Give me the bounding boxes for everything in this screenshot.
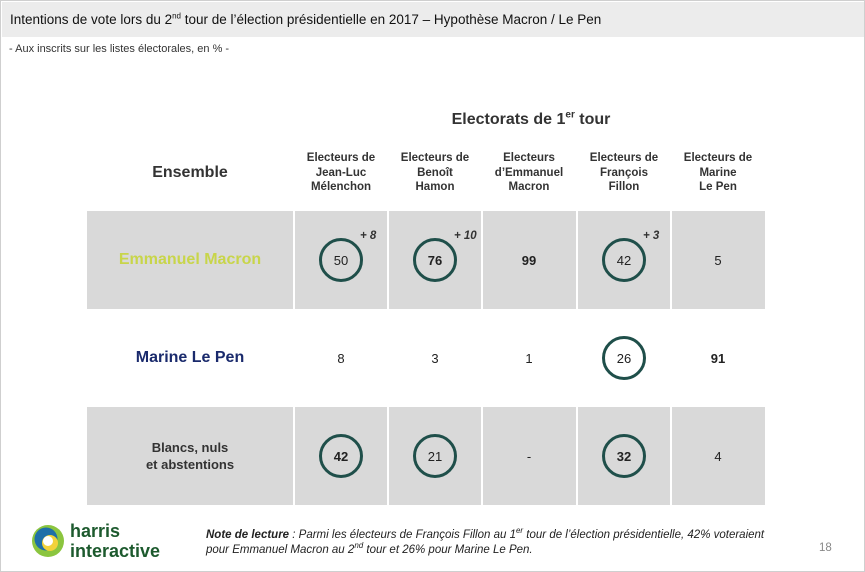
column-header-melenchon: Electeurs de Jean-Luc Mélenchon bbox=[306, 152, 376, 193]
cell-blancs-macron bbox=[482, 436, 576, 476]
reading-note: Note de lecture : Parmi les électeurs de François Fillon au 1er tour de l’élection présidentielle, 42% voteraient pour Emmanuel Macron au 2nd tour et 26% pour Marine Le Pen. bbox=[206, 526, 765, 556]
cell-value: 99 bbox=[521, 252, 537, 268]
row-header-title: Ensemble bbox=[152, 164, 228, 181]
cell-value: 91 bbox=[710, 350, 726, 366]
cell-value: 50 bbox=[333, 252, 349, 268]
cell-value: 76 bbox=[427, 252, 443, 268]
cell-value: 42 bbox=[333, 448, 349, 464]
delta-label: + 3 bbox=[643, 230, 660, 242]
cell-value: 26 bbox=[616, 350, 632, 366]
cell-blancs-hamon bbox=[388, 436, 482, 476]
cell-value: 5 bbox=[714, 252, 722, 268]
cell-value: 21 bbox=[427, 448, 443, 464]
column-header-lepen: Electeurs de Marine Le Pen bbox=[683, 152, 753, 193]
column-header-macron: Electeurs d’Emmanuel Macron bbox=[494, 152, 564, 193]
section-header: Electorats de 1er tour bbox=[451, 109, 611, 128]
title-bar bbox=[2, 2, 864, 37]
subtitle: - Aux inscrits sur les listes électorales, en % - bbox=[9, 43, 230, 55]
highlight-circle bbox=[602, 238, 646, 282]
logo-wordmark: harris interactive bbox=[70, 521, 161, 561]
column-header-hamon: Electeurs de Benoît Hamon bbox=[400, 152, 470, 193]
cell-value: 8 bbox=[337, 350, 345, 366]
cell-lepen-fillon bbox=[577, 338, 671, 378]
cell-macron-hamon bbox=[388, 240, 482, 280]
highlight-circle bbox=[602, 434, 646, 478]
highlight-circle bbox=[602, 336, 646, 380]
cell-macron-macron bbox=[482, 240, 576, 280]
column-header-fillon: Electeurs de François Fillon bbox=[589, 152, 659, 193]
cell-value: 42 bbox=[616, 252, 632, 268]
cell-value: 32 bbox=[616, 448, 632, 464]
delta-label: + 8 bbox=[360, 230, 377, 242]
cell-value: 1 bbox=[525, 350, 533, 366]
cell-lepen-melenchon bbox=[294, 338, 388, 378]
row-label-macron: Emmanuel Macron bbox=[118, 251, 262, 268]
highlight-circle bbox=[413, 434, 457, 478]
cell-macron-melenchon bbox=[294, 240, 388, 280]
page-title: Intentions de vote lors du 2nd tour de l’élection présidentielle en 2017 – Hypothèse Macron / Le Pen bbox=[10, 11, 602, 27]
cell-lepen-lepen bbox=[671, 338, 765, 378]
cell-macron-lepen bbox=[671, 240, 765, 280]
cell-blancs-fillon bbox=[577, 436, 671, 476]
page-number: 18 bbox=[819, 542, 832, 554]
row-label-blancs: Blancs, nuls et abstentions bbox=[145, 440, 235, 472]
logo-swirl-icon bbox=[29, 519, 67, 561]
cell-macron-fillon bbox=[577, 240, 671, 280]
cell-value: 4 bbox=[714, 448, 722, 464]
highlight-circle bbox=[413, 238, 457, 282]
harris-interactive-logo bbox=[29, 519, 189, 563]
cell-value: - bbox=[526, 448, 532, 464]
cell-blancs-lepen bbox=[671, 436, 765, 476]
cell-lepen-hamon bbox=[388, 338, 482, 378]
highlight-circle bbox=[319, 238, 363, 282]
row-label-lepen: Marine Le Pen bbox=[135, 349, 245, 366]
cell-blancs-melenchon bbox=[294, 436, 388, 476]
cell-value: 3 bbox=[431, 350, 439, 366]
delta-label: + 10 bbox=[454, 230, 477, 242]
highlight-circle bbox=[319, 434, 363, 478]
cell-lepen-macron bbox=[482, 338, 576, 378]
